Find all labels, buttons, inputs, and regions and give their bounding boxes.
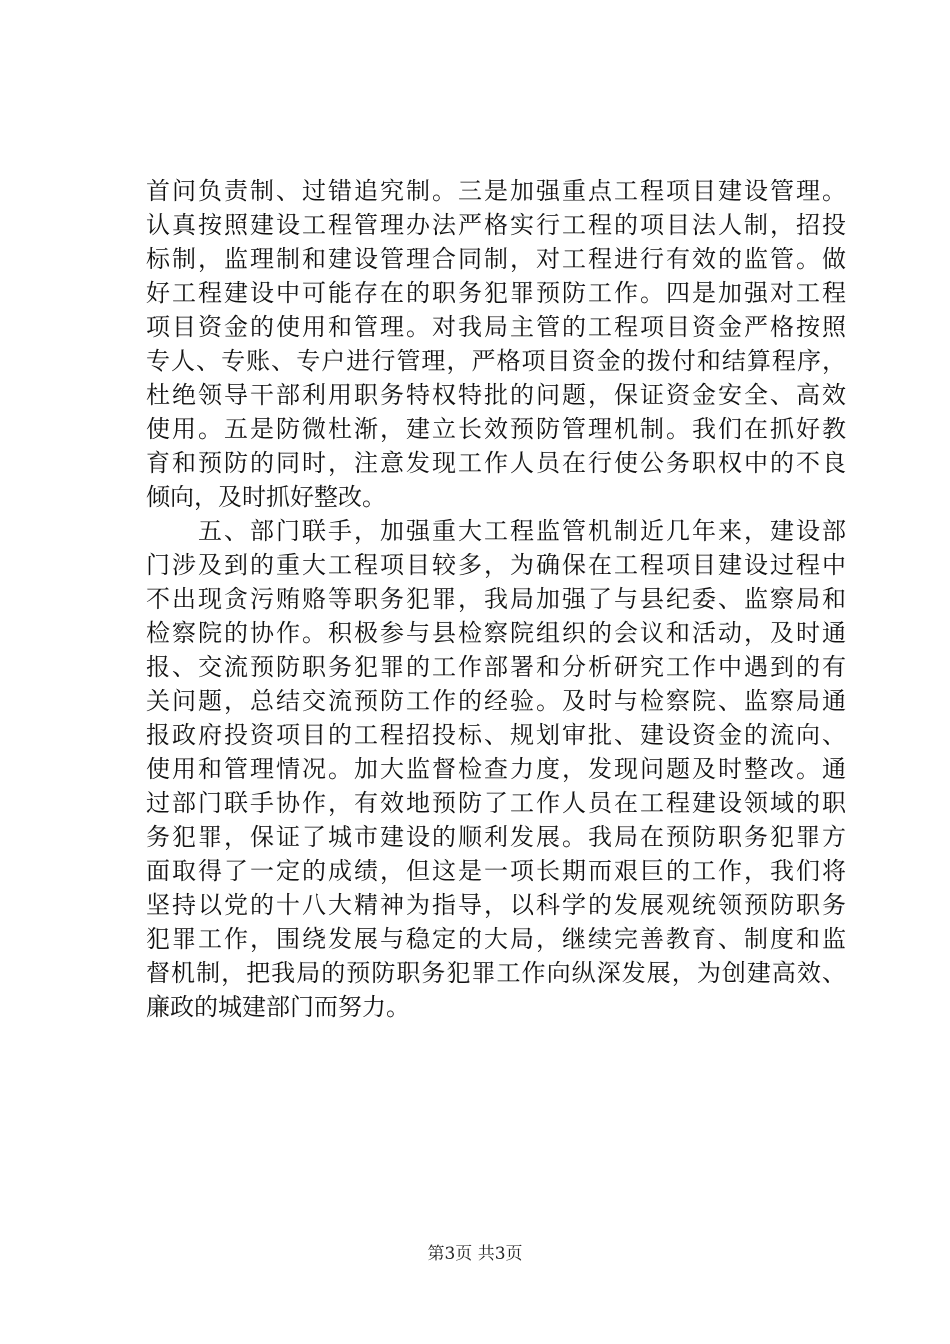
- text-line: 务犯罪，保证了城市建设的顺利发展。我局在预防职务犯罪方: [146, 823, 846, 851]
- text-line: 门涉及到的重大工程项目较多，为确保在工程项目建设过程中: [146, 551, 846, 579]
- text-line: 不出现贪污贿赂等职务犯罪，我局加强了与县纪委、监察局和: [146, 585, 846, 613]
- text-line: 杜绝领导干部利用职务特权特批的问题，保证资金安全、高效: [146, 381, 846, 409]
- text-line: 倾向，及时抓好整改。: [146, 483, 386, 511]
- body-text: [146, 174, 846, 1024]
- text-line: 认真按照建设工程管理办法严格实行工程的项目法人制，招投: [146, 211, 846, 239]
- text-line: 面取得了一定的成绩，但这是一项长期而艰巨的工作，我们将: [146, 857, 846, 885]
- text-line: 好工程建设中可能存在的职务犯罪预防工作。四是加强对工程: [146, 279, 846, 307]
- text-line: 标制，监理制和建设管理合同制，对工程进行有效的监管。做: [146, 245, 846, 273]
- text-line: 项目资金的使用和管理。对我局主管的工程项目资金严格按照: [146, 313, 846, 341]
- text-line: 报政府投资项目的工程招投标、规划审批、建设资金的流向、: [146, 721, 846, 749]
- text-line: 关问题，总结交流预防工作的经验。及时与检察院、监察局通: [146, 687, 846, 715]
- text-line: 过部门联手协作，有效地预防了工作人员在工程建设领域的职: [146, 789, 846, 817]
- text-line: 犯罪工作，围绕发展与稳定的大局，继续完善教育、制度和监: [146, 925, 846, 953]
- text-line: 坚持以党的十八大精神为指导，以科学的发展观统领预防职务: [146, 891, 846, 919]
- text-line: 使用。五是防微杜渐，建立长效预防管理机制。我们在抓好教: [146, 415, 846, 443]
- text-line: 首问负责制、过错追究制。三是加强重点工程项目建设管理。: [146, 177, 846, 205]
- text-line: 专人、专账、专户进行管理，严格项目资金的拨付和结算程序，: [146, 347, 846, 375]
- text-line: 检察院的协作。积极参与县检察院组织的会议和活动，及时通: [146, 619, 846, 647]
- text-line: 廉政的城建部门而努力。: [146, 993, 410, 1021]
- text-line: 育和预防的同时，注意发现工作人员在行使公务职权中的不良: [146, 449, 846, 477]
- text-line: 五、部门联手，加强重大工程监管机制近几年来，建设部: [146, 517, 846, 545]
- text-line: 督机制，把我局的预防职务犯罪工作向纵深发展，为创建高效、: [146, 959, 846, 987]
- page-footer: 第3页 共3页: [427, 1244, 523, 1264]
- text-line: 使用和管理情况。加大监督检查力度，发现问题及时整改。通: [146, 755, 846, 783]
- text-line: 报、交流预防职务犯罪的工作部署和分析研究工作中遇到的有: [146, 653, 846, 681]
